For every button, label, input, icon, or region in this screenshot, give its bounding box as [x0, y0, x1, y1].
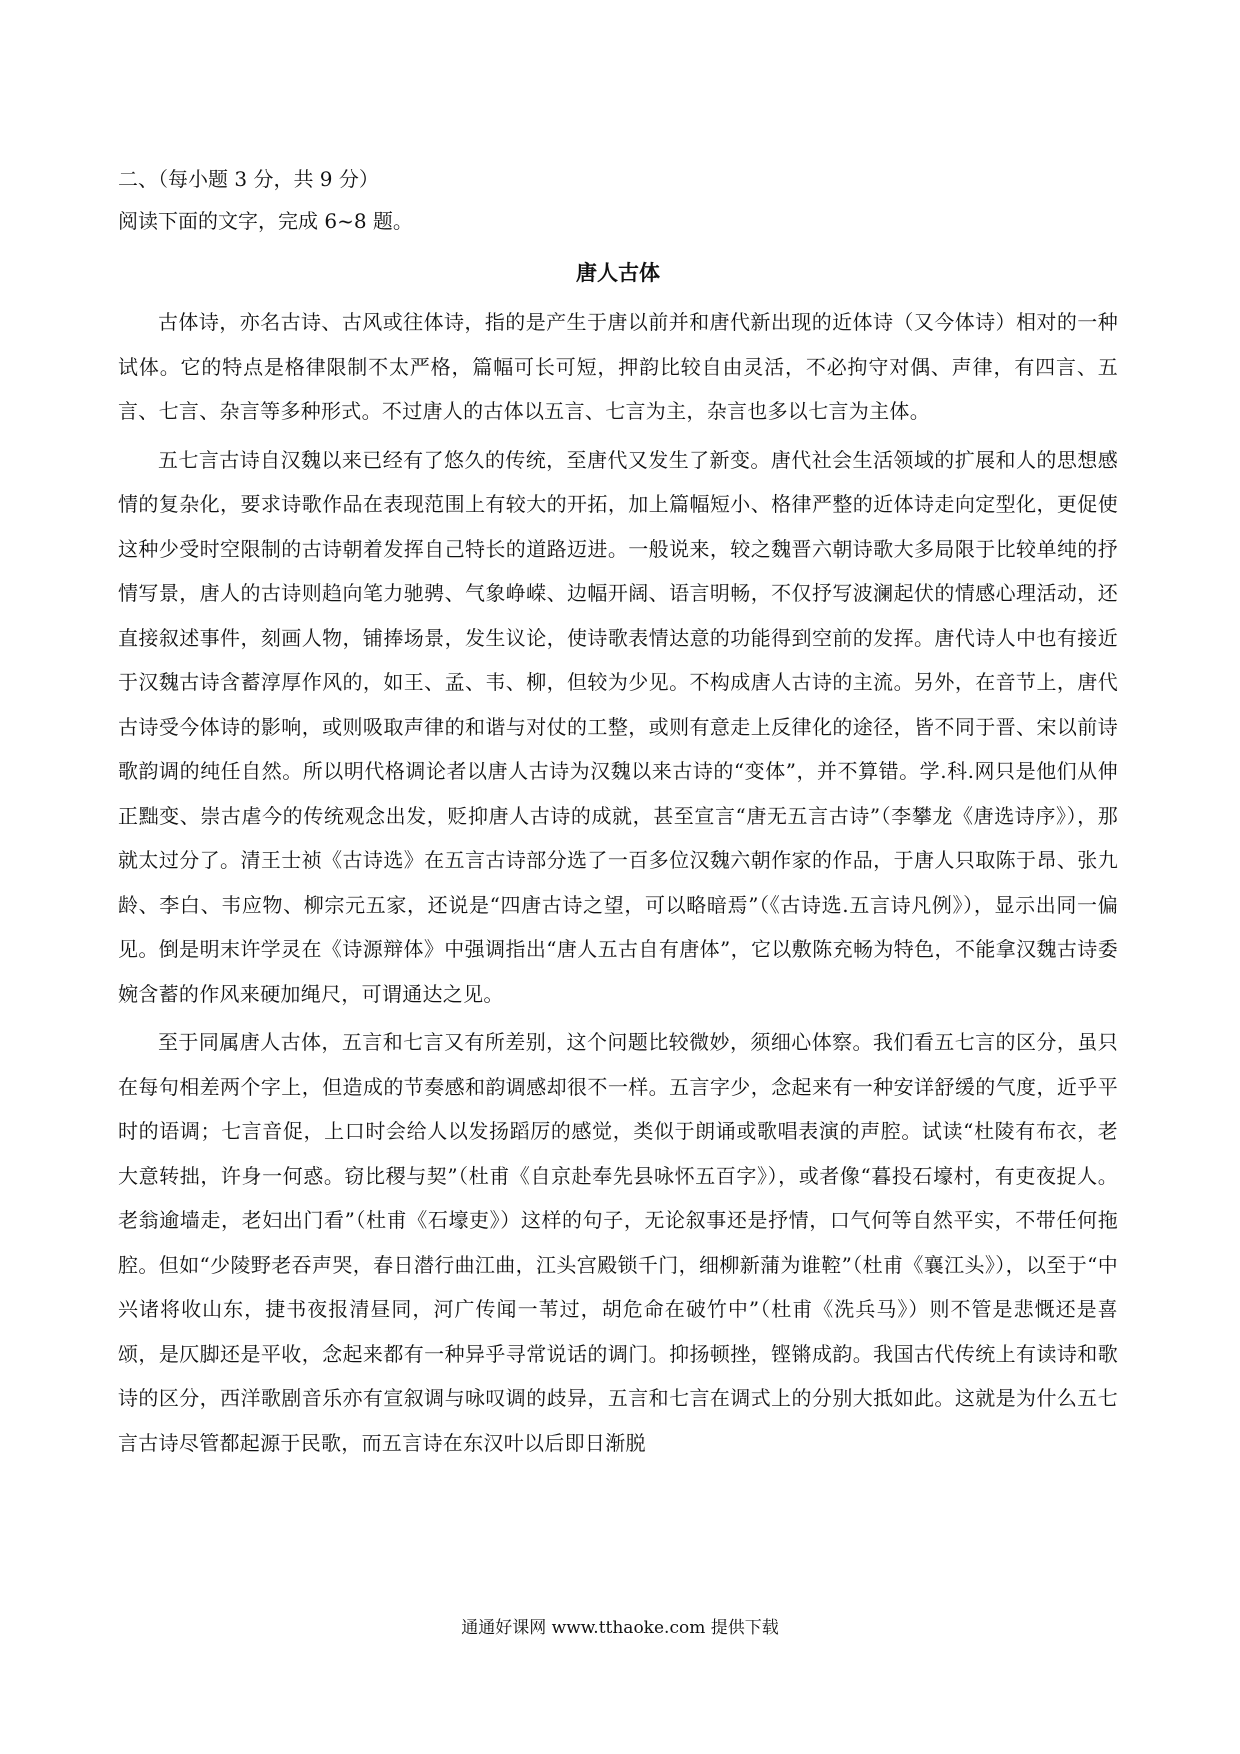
article-title: 唐人古体	[576, 260, 660, 285]
article-paragraph-3: 至于同属唐人古体，五言和七言又有所差别，这个问题比较微妙，须细心体察。我们看五七言的区分，虽只在每句相差两个字上，但造成的节奏感和韵调感却很不一样。五言字少，念起来有一种安详舒缓的气度，近乎平时的语调；七言音促，上口时会给人以发扬蹈厉的感觉，类似于朗诵或歌唱表演的声腔。试读“杜陵有布衣，老大意转拙，许身一何惑。窃比稷与契”（杜甫《自京赴奉先县咏怀五百字》），或者像“暮投石壕村，有吏夜捉人。老翁逾墙走，老妇出门看”（杜甫《石壕吏》）这样的句子，无论叙事还是抒情，口气何等自然平实，不带任何拖腔。但如“少陵野老吞声哭，春日潜行曲江曲，江头宫殿锁千门，细柳新蒲为谁鞚”（杜甫《襄江头》），以至于“中兴诸将收山东，捷书夜报清昼同，河广传闻一苇过，胡危命在破竹中”（杜甫《洗兵马》）则不管是悲慨还是喜颂，是仄脚还是平收，念起来都有一种异乎寻常说话的调门。抑扬顿挫，铿锵成韵。我国古代传统上有读诗和歌诗的区分，西洋歌剧音乐亦有宣叙调与咏叹调的歧异，五言和七言在调式上的分别大抵如此。这就是为什么五七言古诗尽管都起源于民歌，而五言诗在东汉叶以后即日渐脱	[118, 1030, 1118, 1455]
page-footer: 通通好课网 www.tthaoke.com 提供下载	[461, 1618, 779, 1638]
article-paragraph-2: 五七言古诗自汉魏以来已经有了悠久的传统，至唐代又发生了新变。唐代社会生活领域的扩展和人的思想感情的复杂化，要求诗歌作品在表现范围上有较大的开拓，加上篇幅短小、格律严整的近体诗走向定型化，更促使这种少受时空限制的古诗朝着发挥自己特长的道路迈进。一般说来，较之魏晋六朝诗歌大多局限于比较单纯的抒情写景，唐人的古诗则趋向笔力驰骋、气象峥嵘、边幅开阔、语言明畅，不仅抒写波澜起伏的情感心理活动，还直接叙述事件，刻画人物，铺捧场景，发生议论，使诗歌表情达意的功能得到空前的发挥。唐代诗人中也有接近于汉魏古诗含蓄淳厚作风的，如王、孟、韦、柳，但较为少见。不构成唐人古诗的主流。另外，在音节上，唐代古诗受今体诗的影响，或则吸取声律的和谐与对仗的工整，或则有意走上反律化的途径，皆不同于晋、宋以前诗歌韵调的纯任自然。所以明代格调论者以唐人古诗为汉魏以来古诗的“变体”，并不算错。学.科.网只是他们从伸正黜变、崇古虐今的传统观念出发，贬抑唐人古诗的成就，甚至宣言“唐无五言古诗”（李攀龙《唐选诗序》），那就太过分了。清王士祯《古诗选》在五言古诗部分选了一百多位汉魏六朝作家的作品，于唐人只取陈于昂、张九龄、李白、韦应物、柳宗元五家，还说是“四唐古诗之望，可以略暗焉”（《古诗选.五言诗凡例》），显示出同一偏见。倒是明末许学灵在《诗源辩体》中强调指出“唐人五古自有唐体”，它以敷陈充畅为特色，不能拿汉魏古诗委婉含蓄的作风来硬加绳尺，可谓通达之见。	[118, 447, 1118, 1006]
reading-instruction: 阅读下面的文字，完成 6~8 题。	[118, 209, 413, 233]
section-heading: 二、（每小题 3 分，共 9 分）	[118, 167, 379, 191]
document-content	[118, 158, 1118, 1469]
article-paragraph-1: 古体诗，亦名古诗、古风或往体诗，指的是产生于唐以前并和唐代新出现的近体诗（又今体诗）相对的一种试体。它的特点是格律限制不太严格，篇幅可长可短，押韵比较自由灵活，不必拘守对偶、声律，有四言、五言、七言、杂言等多种形式。不过唐人的古体以五言、七言为主，杂言也多以七言为主体。	[118, 310, 1118, 423]
